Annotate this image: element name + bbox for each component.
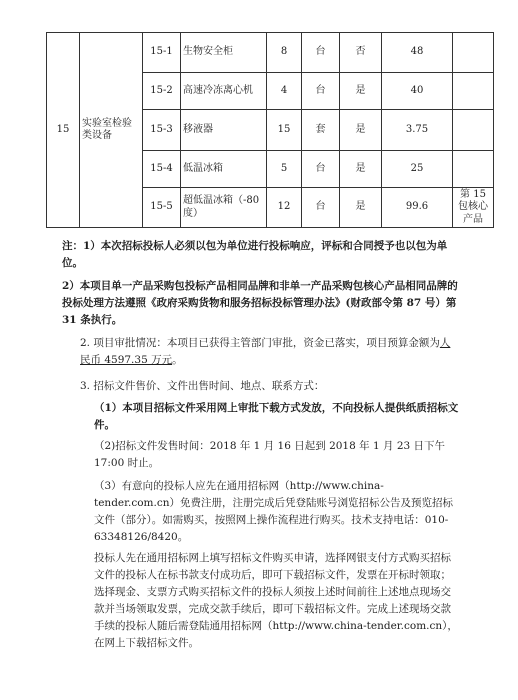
quantity-cell: 12 — [267, 188, 302, 228]
procurement-table — [46, 32, 494, 228]
budget-cell: 48 — [382, 33, 453, 73]
section-3-item-2: （2)招标文件发售时间：2018 年 1 月 16 日起到 2018 年 1 月 23 日下午 17:00 时止。 — [94, 440, 446, 469]
note-2: 2）本项目单一产品采购包投标产品相同品牌和非单一产品采购包核心产品相同品牌的投标处理方法遵照《政府采购货物和服务招标投标管理办法》(财政部令第 87 号）第 31 条执行。 — [62, 280, 458, 326]
core-product-cell: 是 — [340, 188, 382, 228]
unit-cell: 套 — [302, 110, 340, 151]
budget-cell: 3.75 — [382, 110, 453, 151]
item-number-cell: 15-2 — [143, 73, 181, 110]
core-product-cell: 是 — [340, 110, 382, 151]
approval-suffix: 。 — [172, 354, 183, 366]
budget-amount: 人民币 4597.35 万元 — [80, 337, 451, 366]
budget-cell: 40 — [382, 73, 453, 110]
package-name-cell: 实验室检验类设备 — [80, 33, 143, 228]
item-number-cell: 15-5 — [143, 188, 181, 228]
item-name-cell: 低温冰箱 — [181, 151, 267, 188]
note-cell: 第 15 包核心产品 — [453, 188, 494, 228]
note-cell — [453, 73, 494, 110]
item-name-cell: 超低温冰箱（-80度） — [181, 188, 267, 228]
item-number-cell: 15-4 — [143, 151, 181, 188]
unit-cell: 台 — [302, 73, 340, 110]
section-3-item-1: （1）本项目招标文件采用网上审批下载方式发放，不向投标人提供纸质招标文件。 — [94, 402, 459, 431]
quantity-cell: 5 — [267, 151, 302, 188]
approval-text: 2. 项目审批情况：本项目已获得主管部门审批，资金已落实，项目预算金额为 — [80, 337, 440, 349]
budget-cell: 25 — [382, 151, 453, 188]
table-row — [47, 33, 494, 73]
item-name-cell: 生物安全柜 — [181, 33, 267, 73]
item-name-cell: 高速冷冻离心机 — [181, 73, 267, 110]
item-number-cell: 15-3 — [143, 110, 181, 151]
unit-cell: 台 — [302, 33, 340, 73]
note-cell — [453, 33, 494, 73]
quantity-cell: 8 — [267, 33, 302, 73]
quantity-cell: 4 — [267, 73, 302, 110]
note-cell — [453, 110, 494, 151]
section-2-approval — [80, 335, 460, 369]
core-product-cell: 是 — [340, 151, 382, 188]
section-3-item-3: （3）有意向的投标人应先在通用招标网（http://www.china-tender.com.cn）免费注册，注册完成后凭登陆账号浏览招标公告及预览招标文件（部分）。如需购买，按照网上操作流程进行购买。技术支持电话：010-63348126/8420。 — [94, 480, 453, 543]
core-product-cell: 否 — [340, 33, 382, 73]
item-number-cell: 15-1 — [143, 33, 181, 73]
unit-cell: 台 — [302, 151, 340, 188]
item-name-cell: 移液器 — [181, 110, 267, 151]
package-number-cell: 15 — [47, 33, 80, 228]
note-1: 注：1）本次招标投标人必须以包为单位进行投标响应，评标和合同授予也以包为单位。 — [62, 240, 448, 269]
unit-cell: 台 — [302, 188, 340, 228]
note-cell — [453, 151, 494, 188]
section-3-paragraph-4: 投标人先在通用招标网上填写招标文件购买申请，选择网银支付方式购买招标文件的投标人在标书款支付成功后，即可下载招标文件，发票在开标时领取；选择现金、支票方式购买招标文件的投标人须按上述时间前往上述地点现场交款并当场领取发票，完成交款手续后，即可下载招标文件。完成上述现场交款手续的投标人随后需登陆通用招标网（http://www.china-tender.com.cn），在网上下载招标文件。 — [94, 552, 458, 649]
budget-cell: 99.6 — [382, 188, 453, 228]
section-3-title: 3. 招标文件售价、文件出售时间、地点、联系方式： — [80, 380, 325, 392]
quantity-cell: 15 — [267, 110, 302, 151]
core-product-cell: 是 — [340, 73, 382, 110]
